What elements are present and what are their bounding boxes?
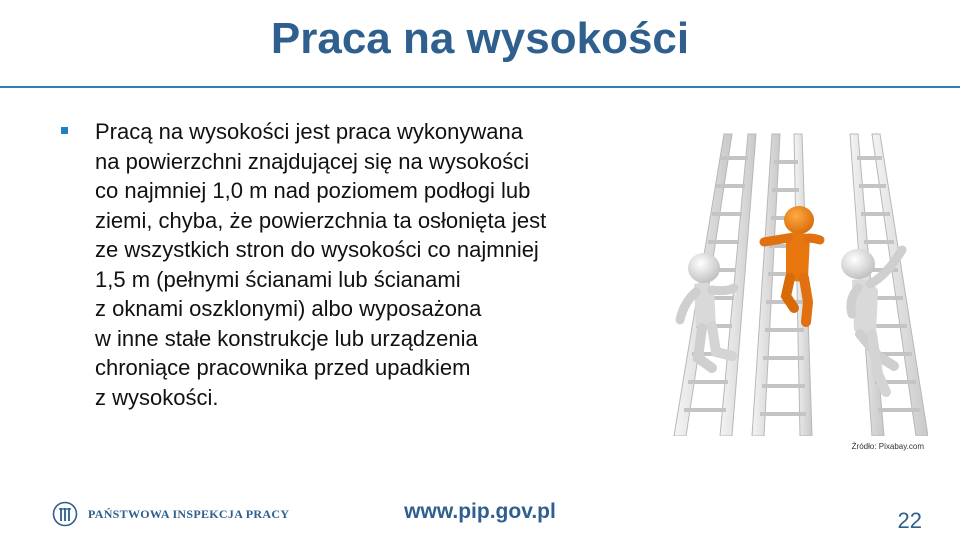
text-line: co najmniej 1,0 m nad poziomem podłogi lub	[95, 178, 531, 203]
image-source-credit: Źródło: Pixabay.com	[851, 442, 924, 451]
text-line: na powierzchni znajdującej się na wysokości	[95, 148, 530, 174]
organization-name: PAŃSTWOWA INSPEKCJA PRACY	[88, 506, 290, 521]
ladders-illustration	[672, 130, 928, 436]
slide-title: Praca na wysokości	[270, 14, 690, 63]
bullet-square-icon	[61, 127, 68, 134]
bullet-text	[95, 117, 665, 412]
title-divider	[0, 86, 960, 88]
text-line: ziemi, chyba, że powierzchnia ta osłonięta jest	[95, 207, 547, 233]
ladder-left	[674, 134, 756, 436]
page-number: 22	[897, 508, 922, 533]
text-line: ze wszystkich stron do wysokości co najmniej	[95, 237, 539, 262]
text-line: Pracą na wysokości jest praca wykonywana	[95, 119, 523, 144]
text-line: z wysokości.	[95, 384, 219, 410]
text-line: z oknami oszklonymi) albo wyposażona	[95, 296, 482, 321]
text-line: 1,5 m (pełnymi ścianami lub ścianami	[95, 266, 461, 292]
website-link[interactable]: www.pip.gov.pl	[404, 500, 556, 523]
text-line: chroniące pracownika przed upadkiem	[95, 355, 471, 380]
text-line: w inne stałe konstrukcje lub urządzenia	[95, 325, 478, 351]
